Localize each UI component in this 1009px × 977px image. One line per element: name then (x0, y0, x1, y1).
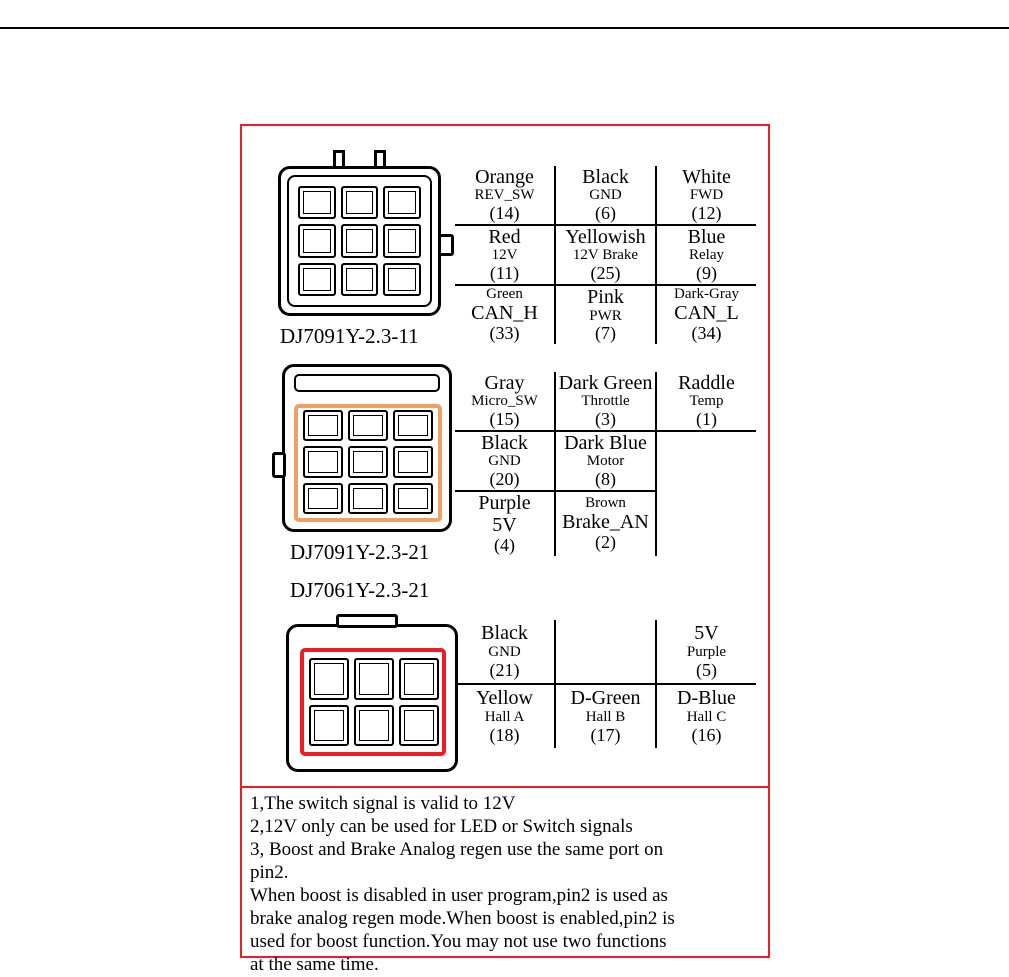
table-row (455, 431, 756, 491)
pin-color: White (682, 166, 731, 188)
note-line: pin2. (250, 861, 289, 883)
connector-3-pin-grid (309, 658, 439, 746)
pin-cell (455, 684, 555, 748)
pin-cell (555, 684, 656, 748)
table-row (455, 620, 756, 684)
pin (348, 446, 388, 477)
pin-cell (555, 166, 656, 225)
note-line: used for boost function.You may not use two functions (250, 930, 667, 952)
connector-1-pin-grid (298, 186, 421, 296)
pin-number: (33) (489, 323, 520, 344)
pin-number: (8) (595, 469, 616, 490)
pin-color: D-Blue (677, 687, 736, 710)
pin (393, 410, 433, 441)
pin-function: Purple (686, 643, 727, 660)
pin (298, 224, 336, 257)
pin-cell (555, 431, 656, 491)
pin (354, 658, 394, 700)
pin-number: (34) (691, 323, 722, 344)
pin (303, 483, 343, 514)
table-row (455, 166, 756, 225)
pin-function: Hall B (585, 708, 626, 725)
pin (393, 446, 433, 477)
pin-cell (656, 684, 756, 748)
pin-color: Dark Blue (564, 432, 647, 455)
pin-color: Yellow (476, 687, 533, 710)
pin-number: (21) (489, 659, 520, 680)
connector-3-drawing (278, 612, 463, 774)
pin-number: (25) (590, 263, 621, 284)
table-row (455, 372, 756, 431)
pin-color: Black (481, 432, 528, 455)
pin-function: Motor (586, 453, 625, 470)
pin-cell (455, 372, 555, 431)
pin-cell (555, 285, 656, 344)
pin-function: Brake_AN (562, 510, 649, 533)
pin (383, 186, 421, 219)
pin-color: 5V (694, 622, 719, 645)
connector-1-side-tab (438, 234, 454, 256)
connector-2-drawing (272, 364, 462, 540)
pin (341, 224, 379, 257)
connector-2-pin-grid (303, 410, 433, 514)
note-line: 1,The switch signal is valid to 12V (250, 793, 516, 814)
pin-function: GND (488, 453, 521, 470)
pin-color: Raddle (678, 372, 735, 394)
pin-number: (11) (489, 263, 520, 284)
pin-function: Temp (689, 393, 724, 410)
connector-3-latch (336, 614, 398, 628)
pin-cell-empty (555, 620, 656, 684)
note-line: 2,12V only can be used for LED or Switch signals (250, 815, 633, 837)
pin-color: Blue (687, 226, 726, 249)
pin (348, 410, 388, 441)
table-row (455, 225, 756, 285)
connector-2-side-tab (272, 452, 286, 478)
pin-cell (555, 491, 656, 555)
pin-function: Hall C (686, 708, 727, 725)
pin-number: (20) (489, 469, 520, 490)
notes-panel (240, 786, 770, 975)
pin-number: (2) (595, 532, 616, 553)
pin-function: Relay (689, 247, 724, 264)
pin-number: (5) (696, 659, 717, 680)
pin (383, 224, 421, 257)
pin (309, 705, 349, 747)
pin-color: Orange (475, 166, 534, 188)
pin (348, 483, 388, 514)
table-row (455, 684, 756, 748)
note-line: brake analog regen mode.When boost is enabled,pin2 is (250, 907, 675, 929)
pin (298, 263, 336, 296)
pin-color: Dark-Gray (674, 286, 739, 303)
pin-color: Black (481, 622, 528, 645)
pin-color: Yellowish (565, 226, 646, 249)
table-row (455, 285, 756, 344)
pin-cell (656, 225, 756, 285)
pin-number: (1) (696, 409, 717, 430)
pin (303, 410, 343, 441)
pin-number: (9) (696, 263, 717, 284)
pin-cell (656, 372, 756, 431)
pin-color: D-Green (570, 687, 641, 710)
pin-function: Throttle (581, 393, 630, 410)
connector-1-pin-table (455, 166, 756, 344)
pin-function: GND (589, 187, 622, 204)
pin-number: (15) (489, 409, 520, 430)
note-line: 3, Boost and Brake Analog regen use the same port on (250, 838, 664, 860)
pin-number: (6) (595, 203, 616, 224)
connector-1-part-number: DJ7091Y-2.3-11 (280, 324, 419, 348)
connector-2-pin-table (455, 372, 756, 556)
pin-cell (656, 285, 756, 344)
pin (309, 658, 349, 700)
connector-3-pin-table (455, 620, 756, 748)
pin-color: Red (488, 226, 521, 249)
pin-number: (17) (590, 724, 621, 745)
table-row (455, 491, 756, 555)
pin-function: 12V Brake (572, 247, 639, 264)
connector-1-drawing (278, 150, 458, 322)
pin-color: Purple (478, 492, 531, 515)
note-line: When boost is disabled in user program,pin2 is used as (250, 884, 668, 906)
pin-cell (455, 491, 555, 555)
pin (399, 658, 439, 700)
pin-function: Micro_SW (471, 393, 538, 410)
pin (393, 483, 433, 514)
pin-color: Green (486, 286, 523, 303)
header-divider (0, 27, 1009, 29)
pin-cell (455, 225, 555, 285)
pin-function: CAN_L (674, 302, 739, 325)
pin-number: (16) (691, 724, 722, 745)
pin-color: Gray (484, 372, 525, 394)
pin-cell (656, 620, 756, 684)
pin-color: Dark Green (558, 372, 653, 394)
pin-cell (555, 372, 656, 431)
pin-color: Brown (585, 494, 626, 511)
pin-number: (7) (595, 323, 616, 344)
pin-function: FWD (689, 187, 724, 204)
pin-cell (455, 620, 555, 684)
pin-function: REV_SW (474, 187, 535, 204)
pin (341, 186, 379, 219)
pin (383, 263, 421, 296)
pin (298, 186, 336, 219)
pin-cell (555, 225, 656, 285)
pin-function: GND (488, 643, 521, 660)
pin-cell (455, 166, 555, 225)
pin-cell-empty (656, 491, 756, 555)
pin-color: Black (582, 166, 629, 188)
connector-2-shell-inner (294, 374, 440, 392)
connector-2-part-number: DJ7091Y-2.3-21 (290, 540, 430, 564)
pin-cell (455, 431, 555, 491)
pin-number: (4) (494, 534, 515, 555)
pin-function: Hall A (484, 708, 525, 725)
connector-3-part-number: DJ7061Y-2.3-21 (290, 578, 430, 602)
pin-cell-empty (656, 431, 756, 491)
pin (341, 263, 379, 296)
note-line: at the same time. (250, 953, 379, 975)
pin-number: (3) (595, 409, 616, 430)
pin-function: PWR (589, 307, 622, 324)
pin-number: (18) (489, 724, 520, 745)
pin-cell (656, 166, 756, 225)
pin-number: (12) (691, 203, 722, 224)
pin-number: (14) (489, 203, 520, 224)
pin-color: Pink (587, 286, 624, 309)
pin (399, 705, 439, 747)
pin-cell (455, 285, 555, 344)
pin-function: 5V (492, 513, 517, 536)
pin-function: CAN_H (471, 302, 538, 325)
pin (303, 446, 343, 477)
pin (354, 705, 394, 747)
pin-function: 12V (491, 247, 518, 264)
